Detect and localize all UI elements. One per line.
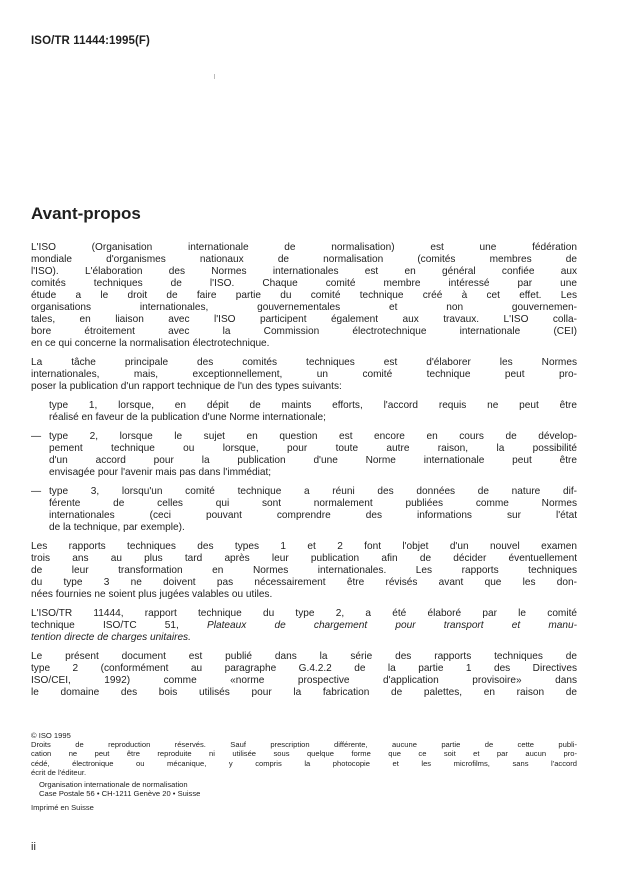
text-line: L'ISO (Organisation internationale de normalisation) est une fédération xyxy=(31,242,577,253)
text-line: de leur transformation en Normes internationales. Les rapports techniques xyxy=(31,565,577,576)
text-line: réalisé en faveur de la publication d'une Norme internationale; xyxy=(49,412,326,423)
printed-in: Imprimé en Suisse xyxy=(31,803,94,812)
list-item-type-2 xyxy=(31,431,577,479)
text-line: internationales (ceci pouvant comprendre des informations sur l'état xyxy=(49,510,577,521)
text-line: type 2, lorsque le sujet en question est encore en cours de dévelop- xyxy=(49,431,577,442)
list-dash: — xyxy=(31,486,42,497)
text-line: internationales, mais, exceptionnellement, un comité technique peut pro- xyxy=(31,369,577,380)
text-line: le domaine des bois utilisés pour la fabrication de palettes, en raison de xyxy=(31,687,577,698)
text-line: trois ans au plus tard après leur publication afin de décider éventuellement xyxy=(31,553,577,564)
page-number: ii xyxy=(31,841,36,853)
organization-name: Organisation internationale de normalisation xyxy=(39,780,188,789)
paragraph-tr-11444 xyxy=(31,608,577,644)
text-line: type 3, lorsqu'un comité technique a réuni des données de nature dif- xyxy=(49,486,577,497)
paragraph-review xyxy=(31,541,577,601)
text-line: organisations internationales, gouvernementales et non gouvernemen- xyxy=(31,302,577,313)
text-line: comités techniques de l'ISO. Chaque comité membre intéressé par une xyxy=(31,278,577,289)
postal-address: Case Postale 56 • CH-1211 Genève 20 • Suisse xyxy=(39,789,201,799)
list-item-type-3 xyxy=(31,486,577,534)
paragraph-iso-intro xyxy=(31,242,577,350)
document-body xyxy=(31,242,577,706)
text-line: L'ISO/TR 11444, rapport technique du type 2, a été élaboré par le comité xyxy=(31,608,577,619)
paragraph-publication xyxy=(31,651,577,699)
copyright-line: © ISO 1995 xyxy=(31,731,71,740)
list-dash: — xyxy=(31,431,42,442)
rights-line: écrit de l'éditeur. xyxy=(31,767,87,777)
publisher-address xyxy=(39,780,200,799)
scan-mark xyxy=(214,74,215,79)
text-line: tention directe de charges unitaires. xyxy=(31,632,191,643)
text-line: étude a le droit de faire partie du comité technique créé à cet effet. Les xyxy=(31,290,577,301)
paragraph-technical-committees xyxy=(31,357,577,393)
committee-reference: technique ISO/TC 51, xyxy=(31,620,208,631)
text-line: en ce qui concerne la normalisation électrotechnique. xyxy=(31,338,270,349)
text-line: poser la publication d'un rapport technique de l'un des types suivants: xyxy=(31,381,342,392)
text-line: du type 3 ne doivent pas nécessairement être révisés avant que les don- xyxy=(31,577,577,588)
document-identifier: ISO/TR 11444:1995(F) xyxy=(31,35,150,47)
text-line: ISO/CEI, 1992) comme «norme prospective d'application provisoire» dans xyxy=(31,675,577,686)
copyright-notice xyxy=(31,731,577,777)
text-line: envisagée pour l'avenir mais pas dans l'immédiat; xyxy=(49,467,272,478)
text-line: mondiale d'organismes nationaux de normalisation (comités membres de xyxy=(31,254,577,265)
text-line: La tâche principale des comités techniques est d'élaborer les Normes xyxy=(31,357,577,368)
text-line: l'ISO). L'élaboration des Normes internationales est en général confiée aux xyxy=(31,266,577,277)
text-line: férente de celles qui sont normalement publiées comme Normes xyxy=(49,498,577,509)
list-item-type-1 xyxy=(31,400,577,424)
text-line: de la technique, par exemple). xyxy=(49,522,185,533)
text-line: d'un accord pour la publication d'une Norme internationale peut être xyxy=(49,455,577,466)
text-line: Les rapports techniques des types 1 et 2 font l'objet d'un nouvel examen xyxy=(31,541,577,552)
text-line: type 2 (conformément au paragraphe G.4.2.2 de la partie 1 des Directives xyxy=(31,663,577,674)
text-line: bore étroitement avec la Commission électrotechnique internationale (CEI) xyxy=(31,326,577,337)
committee-title: Plateaux de chargement pour transport et manu- xyxy=(207,620,577,631)
text-line: pement technique ou lorsque, pour toute autre raison, la possibilité xyxy=(49,443,577,454)
text-line: Le présent document est publié dans la série des rapports techniques de xyxy=(31,651,577,662)
rights-line: Droits de reproduction réservés. Sauf prescription différente, aucune partie de cette publi- xyxy=(31,740,577,750)
section-title: Avant-propos xyxy=(31,204,141,223)
text-line xyxy=(31,620,577,632)
rights-line: cédé, électronique ou mécanique, y compris la photocopie et les microfilms, sans l'accord xyxy=(31,758,577,768)
text-line: tales, en liaison avec l'ISO participent également aux travaux. L'ISO colla- xyxy=(31,314,577,325)
text-line: type 1, lorsque, en dépit de maints efforts, l'accord requis ne peut être xyxy=(49,400,577,411)
rights-line: cation ne peut être reproduite ni utilisée sous quelque forme que ce soit et par aucun pro- xyxy=(31,749,577,759)
text-line: nées fournies ne soient plus jugées valables ou utiles. xyxy=(31,589,273,600)
